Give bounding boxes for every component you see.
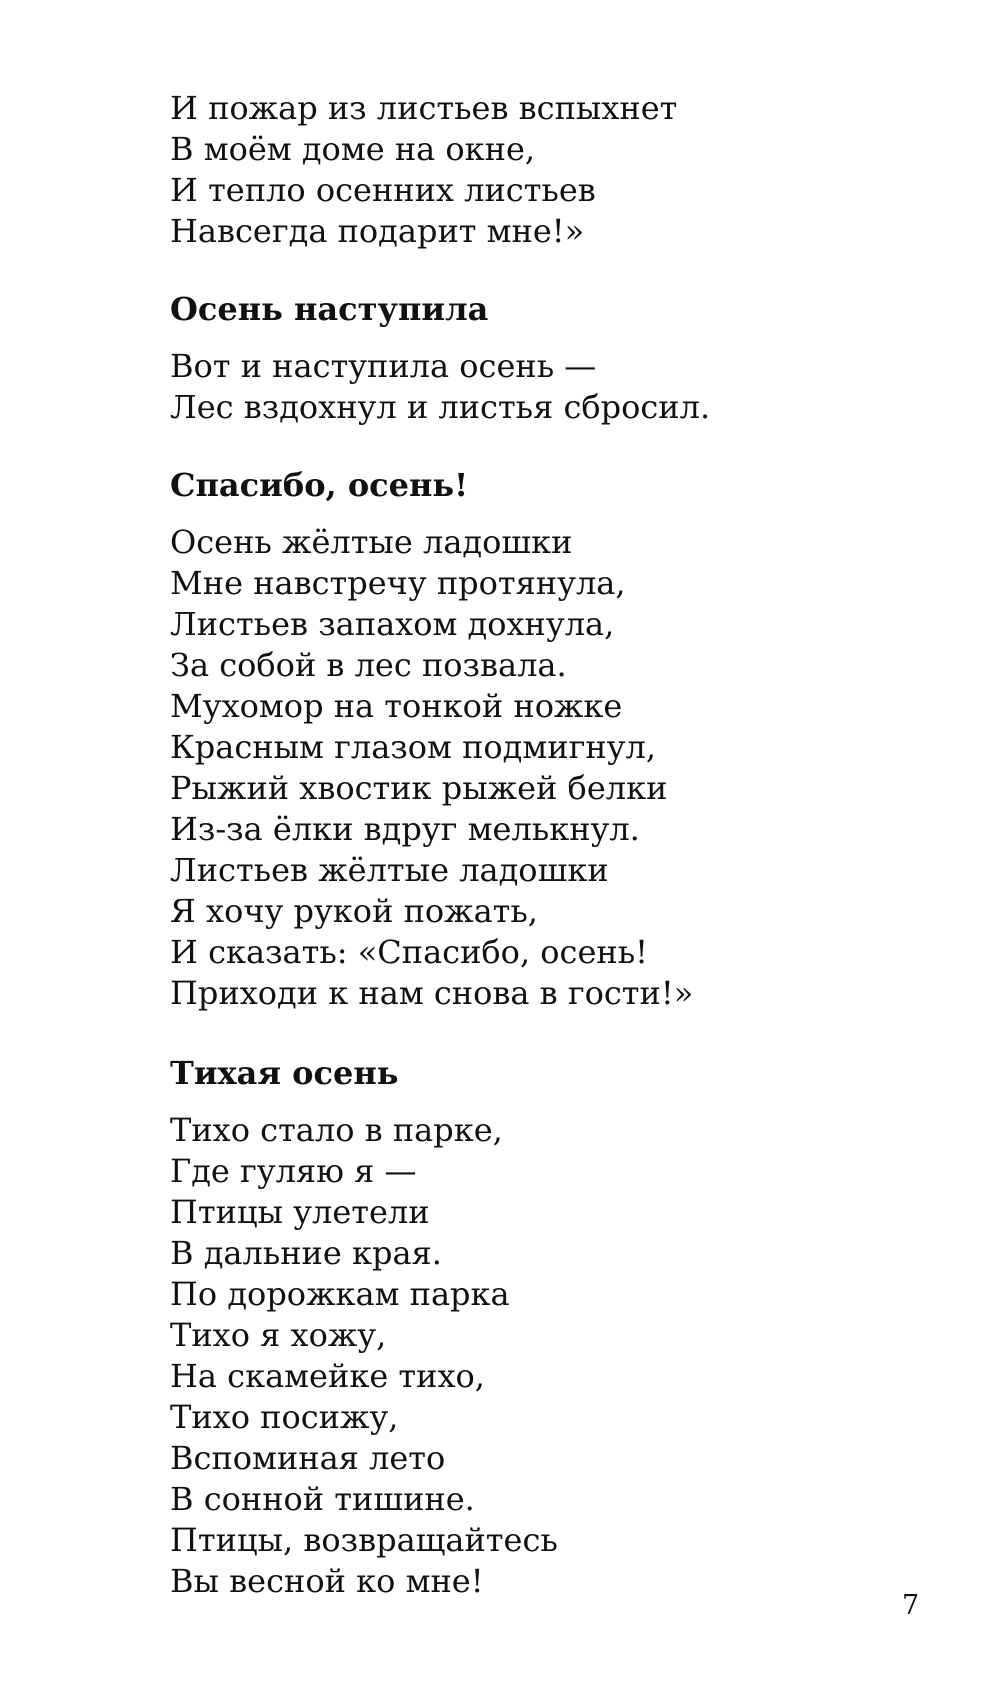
poem-line: Птицы, возвращайтесь	[170, 1521, 558, 1559]
poem-line: По дорожкам парка	[170, 1275, 510, 1313]
poem-line: И тепло осенних листьев	[170, 171, 596, 209]
poem-line: Навсегда подарит мне!»	[170, 212, 585, 250]
poem-line: Вспоминая лето	[170, 1439, 446, 1477]
poem-line: На скамейке тихо,	[170, 1357, 485, 1395]
poem-line: Листьев жёлтые ладошки	[170, 851, 609, 889]
poem-line: Мухомор на тонкой ножке	[170, 687, 623, 725]
poem-line: В дальние края.	[170, 1234, 442, 1272]
poem-line: Вот и наступила осень —	[170, 347, 597, 385]
poem-line: За собой в лес позвала.	[170, 646, 567, 684]
poem-line: Осень жёлтые ладошки	[170, 523, 573, 561]
poem-line: Где гуляю я —	[170, 1152, 417, 1190]
poem-line: В моём доме на окне,	[170, 130, 536, 168]
poem-line: Я хочу рукой пожать,	[170, 892, 538, 930]
poem-line: В сонной тишине.	[170, 1480, 475, 1518]
poem-line: Рыжий хвостик рыжей белки	[170, 769, 668, 807]
poem-line: Мне навстречу протянула,	[170, 564, 626, 602]
poem-title: Осень наступила	[170, 290, 489, 328]
poem-line: Тихо стало в парке,	[170, 1111, 503, 1149]
poem-line: Вы весной ко мне!	[170, 1562, 484, 1600]
poem-line: Из-за ёлки вдруг мелькнул.	[170, 810, 640, 848]
poem-line: И сказать: «Спасибо, осень!	[170, 933, 649, 971]
poem-line: Листьев запахом дохнула,	[170, 605, 615, 643]
poem-title: Спасибо, осень!	[170, 466, 469, 504]
poem-line: Приходи к нам снова в гости!»	[170, 974, 694, 1012]
poem-line: Птицы улетели	[170, 1193, 430, 1231]
poem-line: Лес вздохнул и листья сбросил.	[170, 388, 711, 426]
poem-title: Тихая осень	[170, 1054, 399, 1092]
page-number: 7	[902, 1590, 920, 1621]
poem-line: Красным глазом подмигнул,	[170, 728, 656, 766]
poem-line: И пожар из листьев вспыхнет	[170, 89, 678, 127]
poem-line: Тихо посижу,	[170, 1398, 399, 1436]
poem-line: Тихо я хожу,	[170, 1316, 387, 1354]
